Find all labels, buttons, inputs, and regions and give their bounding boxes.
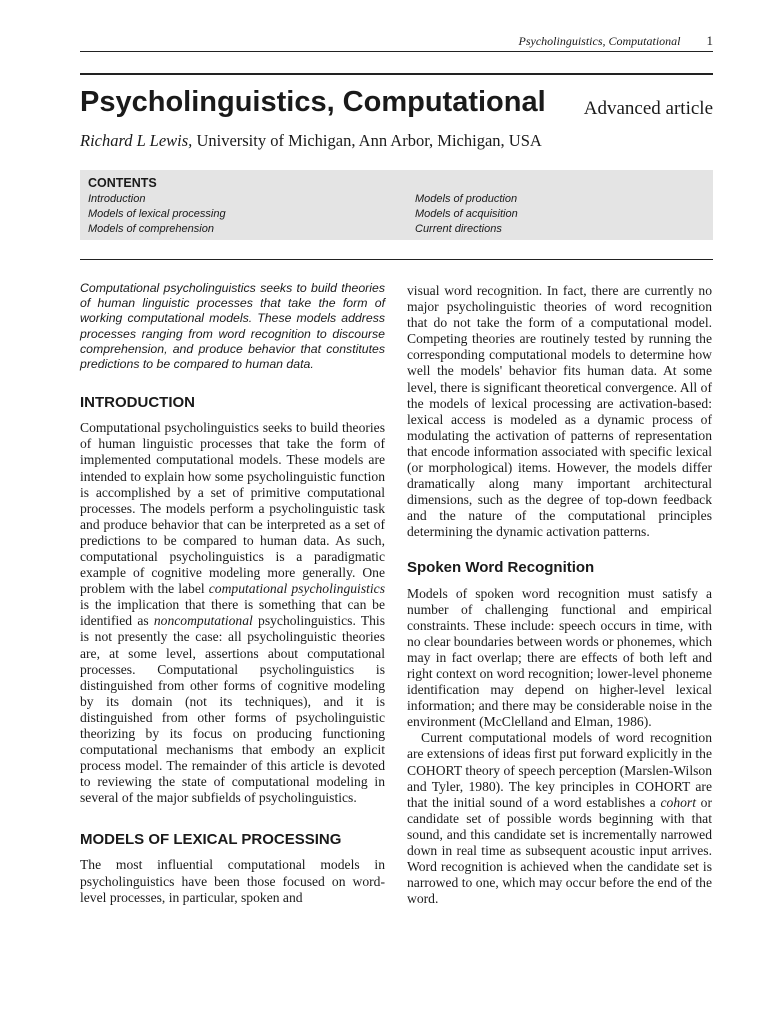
author-name: Richard L Lewis, [80,131,193,150]
top-rule [80,73,713,75]
contents-column-left [88,192,226,237]
section-heading-introduction: INTRODUCTION [80,394,195,412]
article-type-label: Advanced article [583,98,713,119]
term-cohort: cohort [660,794,696,810]
lexical-paragraph-start: The most influential computational models in psycholinguistics have been those focused on word-level processes, in particular, spoken and [80,857,385,905]
author-affiliation: University of Michigan, Ann Arbor, Michigan, USA [192,131,542,150]
running-head [80,33,713,52]
spoken-paragraph-2: Current computational models of word recognition are extensions of ideas first put forward explicitly in the COHORT theory of speech perception (Marslen-Wilson and Tyler, 1980). The key principles in COHORT are that the initial sound of a word establishes a cohort or candidate set of possible words beginning with that sound, and this candidate set is incrementally narrowed down in real time as subsequent acoustic input arrives. Word recognition is achieved when the candidate set is narrowed to one, which may occur before the end of the word. [407,730,712,907]
running-head-title: Psycholinguistics, Computational [518,34,681,48]
page-number: 1 [706,33,713,48]
subsection-heading-spoken-word-recognition: Spoken Word Recognition [407,558,595,576]
contents-item-comprehension[interactable]: Models of comprehension [88,223,214,235]
term-computational-psycholinguistics: computational psycholinguistics [208,581,385,597]
term-noncomputational: noncomputational [153,613,253,629]
lexical-paragraph-continued: visual word recognition. In fact, there are currently no major psycholinguistic theories of word recognition that do not take the form of a computational model. Competing theories are routinely tested by running the corresponding computational models to determine how well the models' behavior fits human data. At some level, there is significant theoretical convergence. All of the models of lexical processing are activation-based: lexical access is modeled as a dynamic process of modulating the activation of patterns of representation that encode information associated with specific lexical (or morphological) items. However, the models differ dramatically along many important architectural dimensions, such as the degree of top-down feedback and the nature of the computational principles determining the dynamic activation patterns. [407,283,712,540]
contents-item-production[interactable]: Models of production [415,193,518,205]
contents-item-acquisition[interactable]: Models of acquisition [415,208,518,220]
spoken-paragraph-1: Models of spoken word recognition must satisfy a number of challenging functional and empirical constraints. These include: speech occurs in time, with no clear boundaries between words or phonemes, which may in fact overlap; there are effects of both left and right context on word recognition; lower-level phoneme identification may depend on higher-level lexical information; and there may be considerable noise in the environment (McClelland and Elman, 1986). [407,585,713,730]
contents-box [80,170,713,240]
section-heading-lexical-processing: MODELS OF LEXICAL PROCESSING [80,831,342,849]
article-title: Psycholinguistics, Computational [80,86,546,118]
author-line [80,131,542,151]
right-column [407,283,712,907]
abstract: Computational psycholinguistics seeks to build theories of human linguistic processes that take the form of working computational models. These models address processes ranging from word recognition to discourse comprehension, and produce behavior that constitutes predictions to be compared to human data. [80,281,385,372]
contents-column-right [415,192,518,237]
contents-item-current-directions[interactable]: Current directions [415,223,502,235]
contents-item-lexical-processing[interactable]: Models of lexical processing [88,208,226,220]
introduction-paragraph: Computational psycholinguistics seeks to build theories of human linguistic processes that take the form of implemented computational models. These models are intended to explain how some psycholinguistic function is accomplished by a set of primitive computational processes. The models perform a psycholinguistic task and produce behavior that can be interpreted as a set of predictions to be compared to human data. As such, computational psycholinguistics is a paradigmatic example of cognitive modeling more generally. One problem with the label computational psycholinguistics is the implication that there is something that can be identified as noncomputational psycholinguistics. This is not presently the case: all psycholinguistic theories are, at some level, assertions about computational processes. Computational psycholinguistics is distinguished from other forms of cognitive modeling by its domain (not its techniques), and it is distinguished from other forms of psycholinguistic theorizing by its focus on producing functioning computational mechanisms that embody an explicit process model. The remainder of this article is devoted to reviewing the state of computational modeling in several of the major subfields of psycholinguistics. [80,420,385,806]
left-column [80,281,385,906]
contents-heading: CONTENTS [88,176,157,190]
contents-item-introduction[interactable]: Introduction [88,193,146,205]
contents-bottom-rule [80,259,713,260]
